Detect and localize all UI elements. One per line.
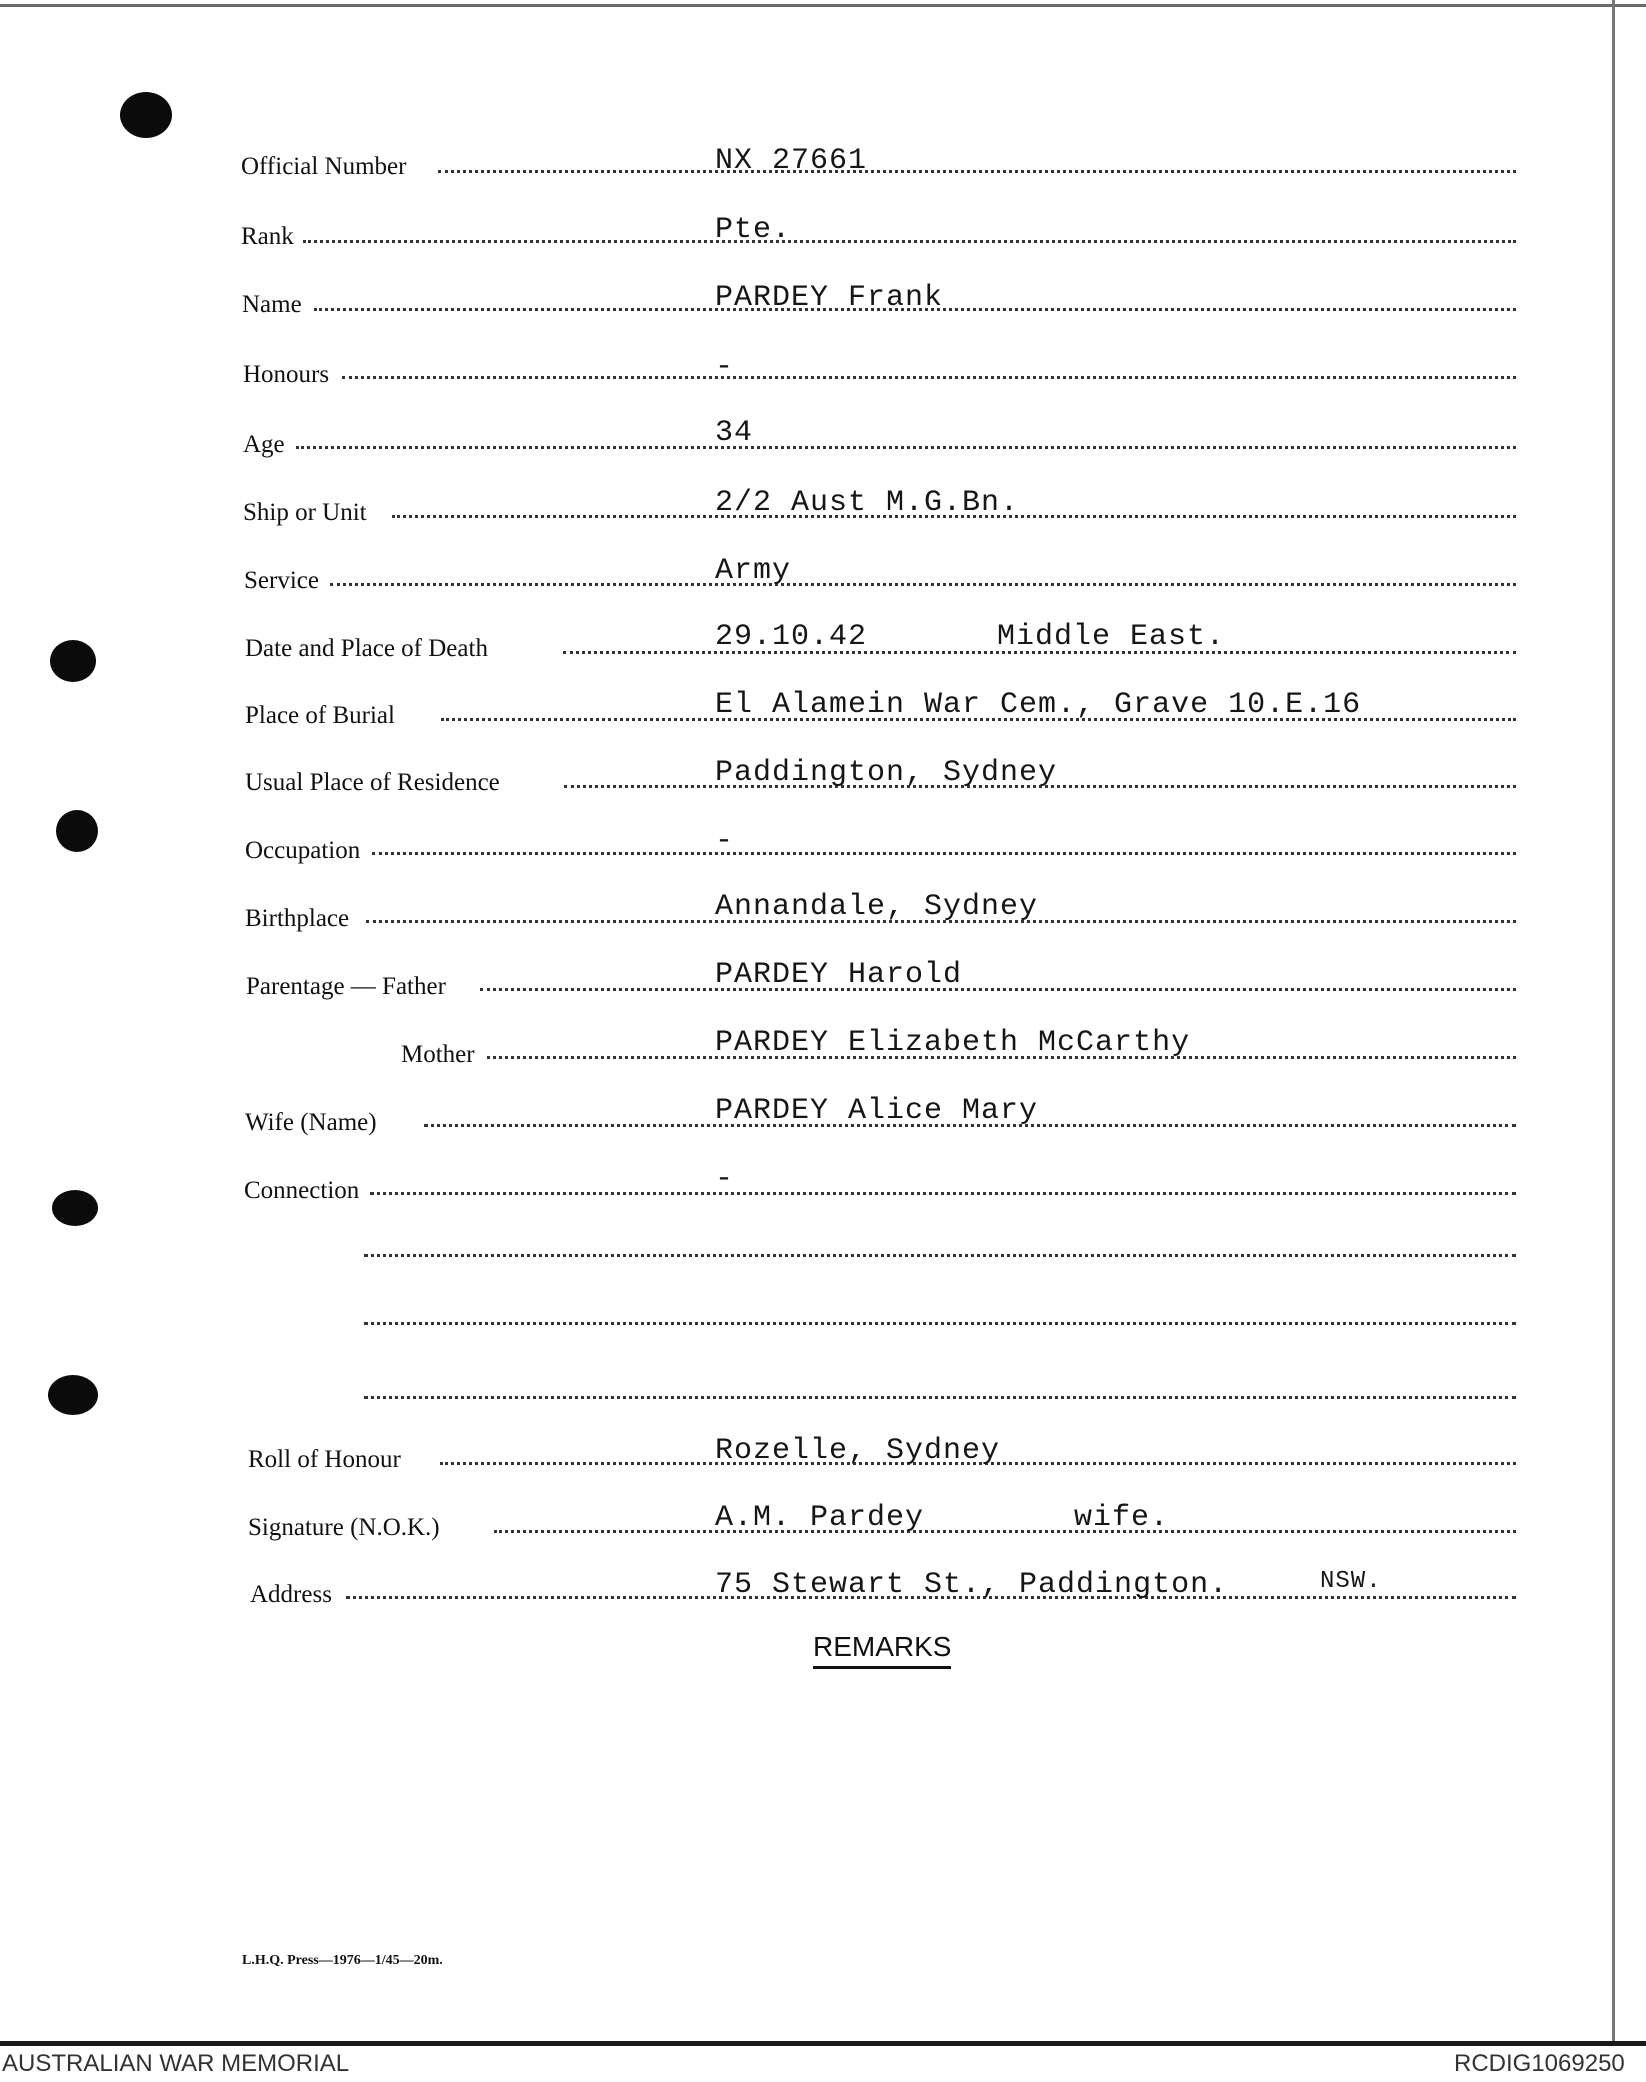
punch-hole-3 <box>56 810 98 852</box>
blank-line-2 <box>364 1322 1516 1325</box>
official-number-leader <box>438 170 1516 173</box>
blank-line-3 <box>364 1396 1516 1399</box>
right-edge-line <box>1612 0 1615 2045</box>
death-label: Date and Place of Death <box>245 635 488 662</box>
bottom-edge-line <box>0 2041 1646 2046</box>
burial-label: Place of Burial <box>245 702 395 729</box>
occupation-leader <box>372 852 1516 855</box>
father-leader <box>480 988 1516 991</box>
ship-or-unit-value: 2/2 Aust M.G.Bn. <box>715 486 1020 520</box>
service-label: Service <box>244 567 319 594</box>
burial-value: El Alamein War Cem., Grave 10.E.16 <box>715 688 1362 722</box>
service-value: Army <box>715 554 792 588</box>
address-state-value: NSW. <box>1320 1568 1382 1595</box>
ship-or-unit-label: Ship or Unit <box>243 499 367 526</box>
official-number-label: Official Number <box>241 153 407 180</box>
connection-value: - <box>715 1162 735 1196</box>
record-identifier: RCDIG1069250 <box>1454 2050 1625 2077</box>
age-label: Age <box>243 431 285 458</box>
occupation-value: - <box>715 824 735 858</box>
service-leader <box>330 583 1516 586</box>
signature-label: Signature (N.O.K.) <box>248 1514 440 1541</box>
father-value: PARDEY Harold <box>715 958 963 992</box>
signature-leader <box>494 1530 1516 1533</box>
age-value: 34 <box>715 416 754 450</box>
residence-label: Usual Place of Residence <box>245 769 500 796</box>
father-label: Parentage — Father <box>246 973 446 1000</box>
top-edge-line <box>0 4 1646 7</box>
rank-value: Pte. <box>715 213 792 247</box>
honours-value: - <box>715 350 735 384</box>
honours-leader <box>342 376 1516 379</box>
connection-leader <box>370 1192 1516 1195</box>
official-number-value: NX 27661 <box>715 144 868 178</box>
punch-hole-1 <box>120 92 172 138</box>
punch-hole-5 <box>48 1375 98 1415</box>
punch-hole-4 <box>52 1190 98 1226</box>
address-label: Address <box>250 1581 332 1608</box>
death-place-value: Middle East. <box>997 620 1226 654</box>
name-value: PARDEY Frank <box>715 281 944 315</box>
wife-label: Wife (Name) <box>245 1109 377 1136</box>
roll-of-honour-label: Roll of Honour <box>248 1446 401 1473</box>
printer-imprint: L.H.Q. Press—1976—1/45—20m. <box>242 1953 443 1968</box>
honours-label: Honours <box>243 361 330 388</box>
birthplace-value: Annandale, Sydney <box>715 890 1039 924</box>
punch-hole-2 <box>50 640 96 682</box>
signature-relation-value: wife. <box>1074 1501 1170 1535</box>
wife-value: PARDEY Alice Mary <box>715 1094 1039 1128</box>
age-leader <box>296 446 1516 449</box>
occupation-label: Occupation <box>245 837 361 864</box>
remarks-heading: REMARKS <box>813 1633 951 1669</box>
birthplace-label: Birthplace <box>245 905 350 932</box>
residence-value: Paddington, Sydney <box>715 756 1058 790</box>
rank-label: Rank <box>241 223 294 250</box>
archive-attribution: AUSTRALIAN WAR MEMORIAL <box>2 2050 350 2077</box>
mother-value: PARDEY Elizabeth McCarthy <box>715 1026 1191 1060</box>
blank-line-1 <box>364 1254 1516 1257</box>
rank-leader <box>303 240 1516 243</box>
death-date-value: 29.10.42 <box>715 620 868 654</box>
roll-of-honour-value: Rozelle, Sydney <box>715 1434 1001 1468</box>
address-value: 75 Stewart St., Paddington. <box>715 1568 1229 1602</box>
connection-label: Connection <box>244 1177 360 1204</box>
name-label: Name <box>242 291 302 318</box>
signature-value: A.M. Pardey <box>715 1501 925 1535</box>
mother-label: Mother <box>401 1041 475 1068</box>
